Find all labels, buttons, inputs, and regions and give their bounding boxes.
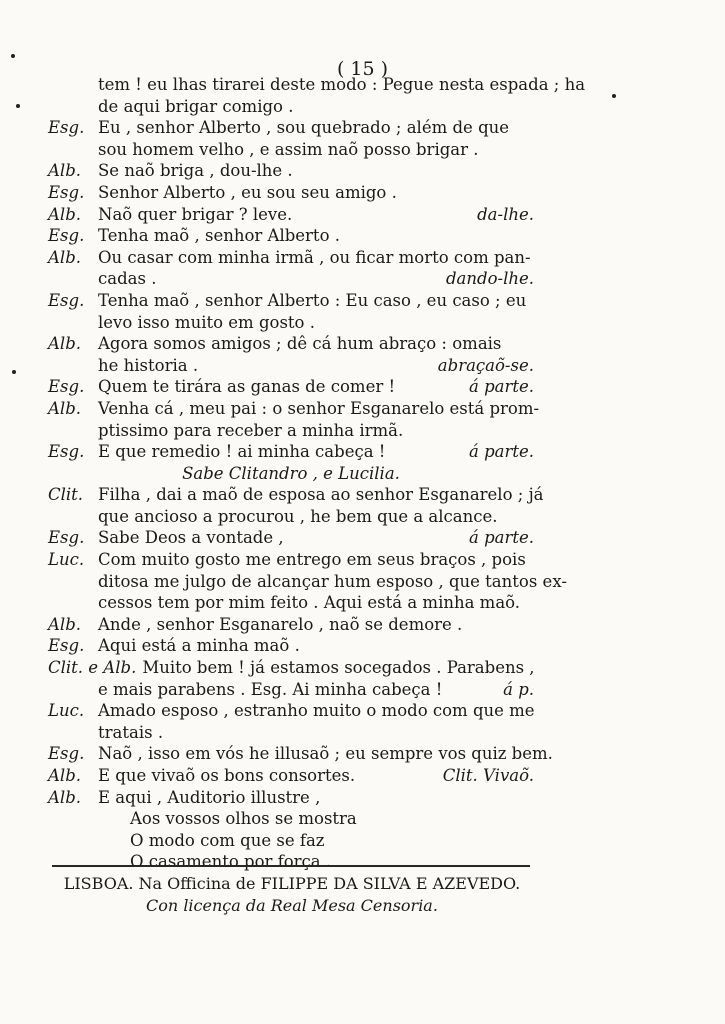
- speaker-name: Clit. e Alb.: [48, 658, 137, 678]
- line-text: E aqui , Auditorio illustre ,: [98, 787, 321, 807]
- aside-direction: á parte.: [468, 442, 534, 462]
- text-line: [48, 333, 534, 355]
- text-line: [48, 355, 534, 377]
- line-text: E que vivaõ os bons consortes.: [98, 766, 356, 785]
- text-line: [48, 635, 534, 657]
- text-line: [48, 268, 534, 290]
- line-text: Naõ quer brigar ? leve.: [98, 204, 293, 224]
- speaker-name: Alb.: [48, 204, 81, 224]
- speaker-name: Luc.: [48, 701, 85, 721]
- line-text: Naõ , isso em vós he illusaõ ; eu sempre vos quiz bem.: [98, 744, 553, 764]
- text-line: [48, 117, 534, 139]
- speaker-name: [48, 571, 98, 593]
- line-text: Venha cá , meu pai : o senhor Esganarelo está prom-: [98, 398, 540, 418]
- speaker-name: Alb.: [48, 398, 81, 418]
- text-line: [48, 657, 534, 679]
- line-text: cadas .: [98, 269, 157, 289]
- line-text: Filha , dai a maõ de esposa ao senhor Esganarelo ; já: [98, 485, 544, 505]
- text-line: [48, 290, 534, 312]
- aside-direction: Clit. Vivaõ.: [442, 766, 534, 785]
- speaker-name: Alb.: [48, 787, 81, 807]
- speaker-name: [48, 268, 98, 290]
- imprint-line-1: LISBOA. Na Officina de FILIPPE DA SILVA E AZEVEDO.: [63, 874, 521, 893]
- aside-direction: abraçaõ-se.: [437, 355, 534, 375]
- text-line: [48, 74, 586, 96]
- speaker-name: [48, 722, 98, 744]
- divider-rule: [52, 865, 530, 867]
- text-line: [48, 160, 534, 182]
- text-line: [48, 204, 534, 226]
- speaker-name: Alb.: [48, 161, 81, 181]
- text-line: [48, 420, 534, 442]
- speaker-name: [48, 355, 98, 377]
- speaker-name: [48, 679, 98, 701]
- line-text: Amado esposo , estranho muito o modo com que me: [98, 701, 535, 721]
- line-text: Agora somos amigos ; dê cá hum abraço : omais: [98, 334, 502, 354]
- line-text: O casamento por força .: [130, 852, 332, 872]
- text-line: [48, 830, 534, 852]
- speaker-name: Clit.: [48, 485, 84, 505]
- margin-speck: [16, 104, 20, 108]
- line-text: Eu , senhor Alberto , sou quebrado ; além de que: [98, 118, 510, 138]
- aside-direction: á parte.: [468, 377, 534, 397]
- line-text: Senhor Alberto , eu sou seu amigo .: [98, 182, 397, 202]
- text-line: [48, 808, 534, 830]
- text-line: [48, 376, 534, 398]
- text-line: [48, 441, 534, 463]
- text-line: [48, 484, 544, 506]
- text-line: [48, 592, 534, 614]
- line-text: levo isso muito em gosto .: [98, 312, 315, 332]
- speaker-name: [48, 96, 98, 118]
- text-line: [48, 571, 567, 593]
- line-text: Sabe Clitandro , e Lucilia.: [182, 463, 400, 483]
- text-line: [48, 679, 534, 701]
- speaker-name: [48, 74, 98, 96]
- text-line: [48, 527, 534, 549]
- line-text: Ou casar com minha irmã , ou ficar morto com pan-: [98, 247, 531, 267]
- speaker-name: Alb.: [48, 247, 81, 267]
- page-number: ( 15 ): [336, 58, 389, 80]
- line-text: de aqui brigar comigo .: [98, 96, 294, 116]
- speaker-name: Alb.: [48, 334, 81, 354]
- margin-speck: [11, 54, 15, 58]
- text-line: [48, 96, 534, 118]
- aside-direction: da-lhe.: [477, 204, 534, 224]
- line-text: Aos vossos olhos se mostra: [130, 809, 357, 829]
- line-text: cessos tem por mim feito . Aqui está a minha maõ.: [98, 593, 521, 613]
- text-line: [48, 743, 553, 765]
- text-line: [48, 700, 534, 722]
- margin-speck: [612, 94, 616, 98]
- line-text: sou homem velho , e assim naõ posso brigar .: [98, 139, 479, 159]
- line-text: O modo com que se faz: [130, 830, 325, 850]
- margin-speck: [12, 370, 16, 374]
- speaker-name: [48, 139, 98, 161]
- speaker-name: Esg.: [48, 636, 85, 656]
- line-text: E que remedio ! ai minha cabeça !: [98, 442, 386, 462]
- text-line: [48, 225, 534, 247]
- imprint: [50, 873, 534, 917]
- stage-direction-line: [48, 463, 534, 485]
- speaker-name: Luc.: [48, 550, 85, 570]
- text-line: [48, 182, 534, 204]
- text-line: [48, 139, 534, 161]
- text-line: [48, 787, 534, 809]
- line-text: ditosa me julgo de alcançar hum esposo , que tantos ex-: [98, 571, 567, 591]
- text-line: [48, 312, 534, 334]
- speaker-name: Esg.: [48, 528, 85, 548]
- line-text: tratais .: [98, 722, 164, 742]
- speaker-name: Esg.: [48, 377, 85, 397]
- text-line: [48, 722, 534, 744]
- line-text: Quem te tirára as ganas de comer !: [98, 377, 396, 397]
- speaker-name: Esg.: [48, 290, 85, 310]
- speaker-name: Esg.: [48, 744, 85, 764]
- play-text: [48, 74, 586, 873]
- line-text: que ancioso a procurou , he bem que a alcance.: [98, 506, 498, 526]
- speaker-name: Esg.: [48, 118, 85, 138]
- line-text: Ande , senhor Esganarelo , naõ se demore .: [98, 614, 463, 634]
- speaker-name: Esg.: [48, 182, 85, 202]
- speaker-name: Alb.: [48, 614, 81, 634]
- speaker-name: [48, 312, 98, 334]
- line-text: ptissimo para receber a minha irmã.: [98, 420, 404, 440]
- text-line: [48, 398, 540, 420]
- line-text: Sabe Deos a vontade ,: [98, 528, 284, 548]
- text-line: [48, 851, 534, 873]
- text-line: [48, 614, 534, 636]
- aside-direction: dando-lhe.: [445, 269, 534, 289]
- speaker-name: Esg.: [48, 442, 85, 462]
- line-text: Muito bem ! já estamos socegados . Parabens ,: [142, 658, 535, 678]
- text-line: [48, 549, 534, 571]
- line-text: Tenha maõ , senhor Alberto .: [98, 226, 340, 246]
- line-text: Se naõ briga , dou-lhe .: [98, 161, 293, 181]
- imprint-line-2: Con licença da Real Mesa Censoria.: [146, 896, 438, 915]
- speaker-name: Esg.: [48, 226, 85, 246]
- line-text: tem ! eu lhas tirarei deste modo : Pegue nesta espada ; ha: [98, 75, 586, 94]
- speaker-name: [48, 592, 98, 614]
- aside-direction: á p.: [503, 679, 534, 699]
- speaker-name: Alb.: [48, 766, 81, 785]
- text-line: [48, 506, 534, 528]
- line-text: Aqui está a minha maõ .: [98, 636, 300, 656]
- text-line: [48, 247, 534, 269]
- line-text: he historia .: [98, 355, 199, 375]
- line-text: e mais parabens . Esg. Ai minha cabeça !: [98, 679, 443, 699]
- speaker-name: [48, 506, 98, 528]
- line-text: Tenha maõ , senhor Alberto : Eu caso , eu caso ; eu: [98, 290, 527, 310]
- aside-direction: á parte.: [468, 528, 534, 548]
- line-text: Com muito gosto me entrego em seus braços , pois: [98, 550, 526, 570]
- text-line: [48, 765, 534, 787]
- speaker-name: [48, 420, 98, 442]
